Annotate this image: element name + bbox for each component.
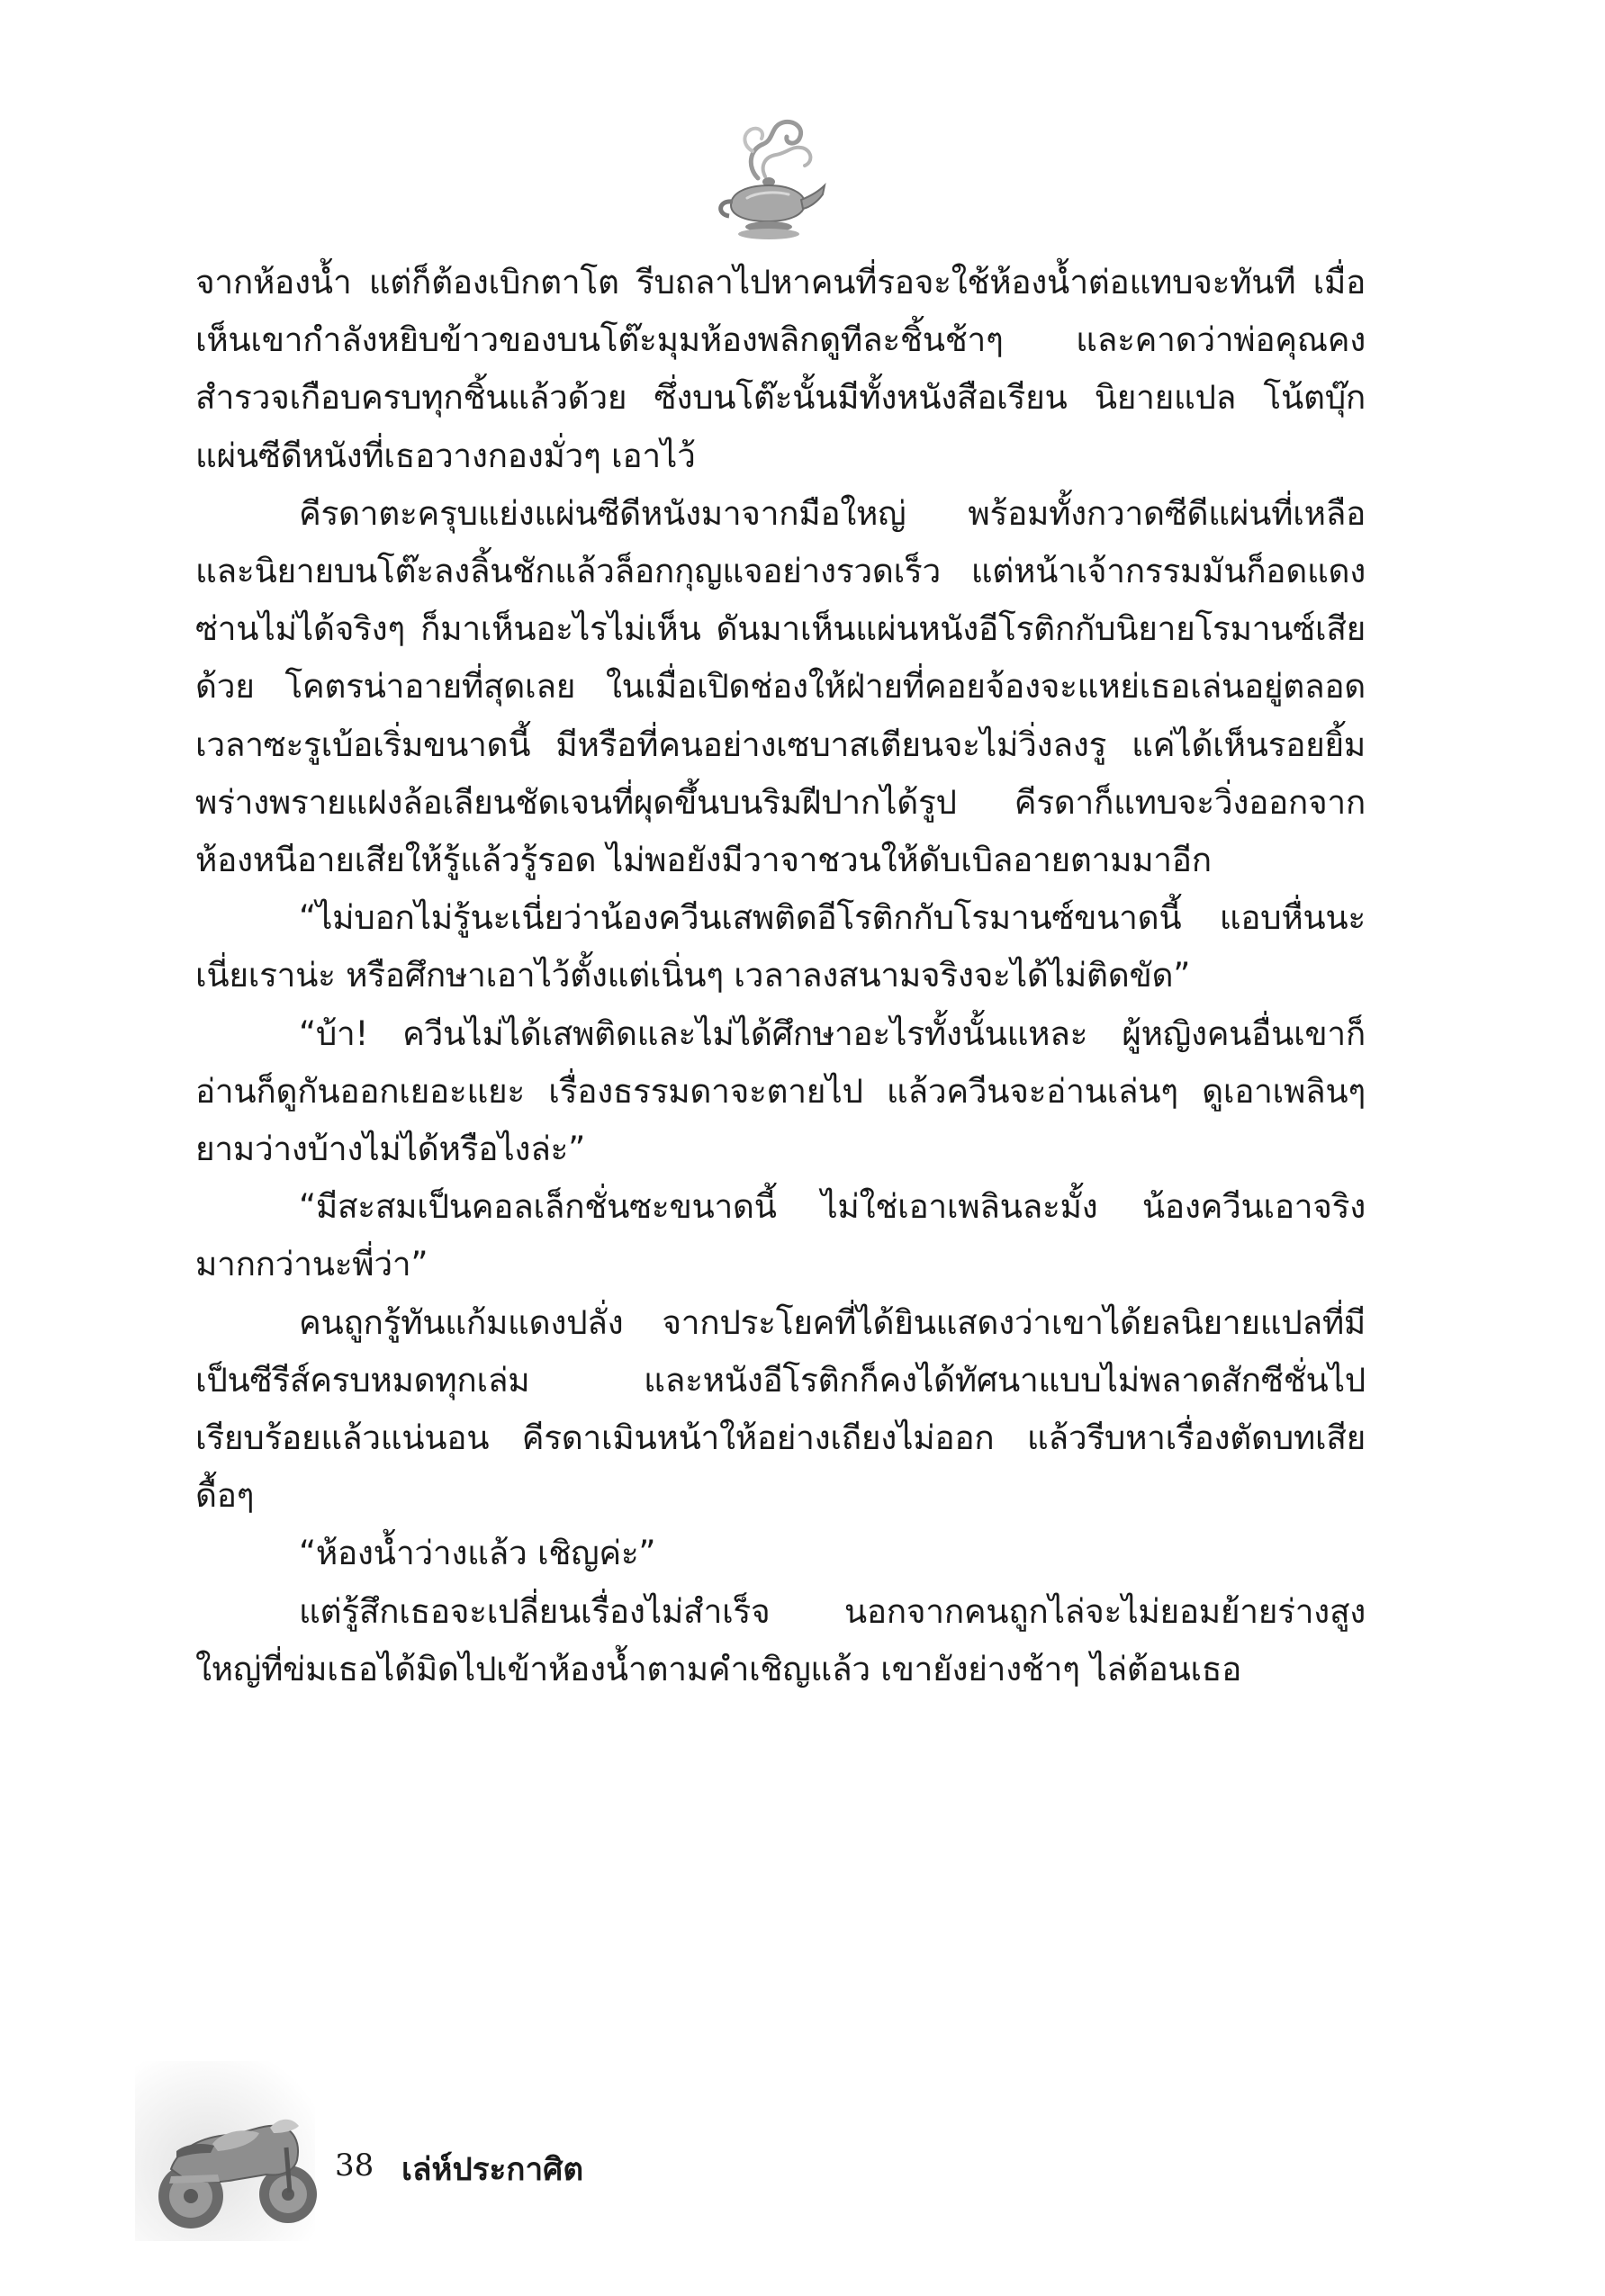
page-footer (135, 2061, 675, 2250)
paragraph: “บ้า! ควีนไม่ได้เสพติดและไม่ได้ศึกษาอะไรทั้งนั้นแหละ ผู้หญิงคนอื่นเขาก็อ่านก็ดูกันออกเยอะแยะ เรื่องธรรมดาจะตายไป แล้วควีนจะอ่านเล่นๆ ดูเอาเพลินๆ ยามว่างบ้างไม่ได้หรือไงล่ะ” (195, 1013, 1366, 1169)
paragraph: “ห้องน้ำว่างแล้ว เชิญค่ะ” (299, 1534, 656, 1573)
paragraph: คีรดาตะครุบแย่งแผ่นซีดีหนังมาจากมือใหญ่ พร้อมทั้งกวาดซีดีแผ่นที่เหลือและนิยายบนโต๊ะลงลิ้นชักแล้วล็อกกุญแจอย่างรวดเร็ว แต่หน้าเจ้ากรรมมันก็อดแดงซ่านไม่ได้จริงๆ ก็มาเห็นอะไรไม่เห็น ดันมาเห็นแผ่นหนังอีโรติกกับนิยายโรมานซ์เสียด้วย โคตรน่าอายที่สุดเลย ในเมื่อเปิดช่องให้ฝ่ายที่คอยจ้องจะแหย่เธอเล่นอยู่ตลอดเวลาซะรูเบ้อเริ่มขนาดนี้ มีหรือที่คนอย่างเซบาสเตียนจะไม่วิ่งลงรู แค่ได้เห็นรอยยิ้มพร่างพรายแฝงล้อเลียนชัดเจนที่ผุดขึ้นบนริมฝีปากได้รูป คีรดาก็แทบจะวิ่งออกจากห้องหนีอายเสียให้รู้แล้วรู้รอด ไม่พอยังมีวาจาชวนให้ดับเบิลอายตามมาอีก (195, 493, 1366, 880)
paragraph: จากห้องน้ำ แต่ก็ต้องเบิกตาโต รีบถลาไปหาคนที่รอจะใช้ห้องน้ำต่อแทบจะทันที เมื่อเห็นเขากำลังหยิบข้าวของบนโต๊ะมุมห้องพลิกดูทีละชิ้นช้าๆ และคาดว่าพ่อคุณคงสำรวจเกือบครบทุกชิ้นแล้วด้วย ซึ่งบนโต๊ะนั้นมีทั้งหนังสือเรียน นิยายแปล โน้ตบุ๊ก แผ่นซีดีหนังที่เธอวางกองมั่วๆ เอาไว้ (195, 263, 1366, 475)
paragraph: แต่รู้สึกเธอจะเปลี่ยนเรื่องไม่สำเร็จ นอกจากคนถูกไล่จะไม่ยอมย้ายร่างสูงใหญ่ที่ข่มเธอได้มิดไปเข้าห้องน้ำตามคำเชิญแล้ว เขายังย่างช้าๆ ไล่ต้อนเธอ (195, 1591, 1366, 1688)
motorcycle-icon (135, 2061, 369, 2241)
paragraph: “มีสะสมเป็นคอลเล็กชั่นซะขนาดนี้ ไม่ใช่เอาเพลินละมั้ง น้องควีนเอาจริงมากกว่านะพี่ว่า” (195, 1187, 1366, 1284)
page-number: 38 (335, 2147, 374, 2183)
body-text (195, 254, 1366, 1698)
book-title: เล่ห์ประกาศิต (401, 2152, 584, 2188)
paragraph: คนถูกรู้ทันแก้มแดงปลั่ง จากประโยคที่ได้ยินแสดงว่าเขาได้ยลนิยายแปลที่มีเป็นซีรีส์ครบหมดทุกเล่ม และหนังอีโรติกก็คงได้ทัศนาแบบไม่พลาดสักซีชั่นไปเรียบร้อยแล้วแน่นอน คีรดาเมินหน้าให้อย่างเถียงไม่ออก แล้วรีบหาเรื่องตัดบทเสียดื้อๆ (195, 1302, 1366, 1516)
paragraph: “ไม่บอกไม่รู้นะเนี่ยว่าน้องควีนเสพติดอีโรติกกับโรมานซ์ขนาดนี้ แอบหื่นนะเนี่ยเราน่ะ หรือศึกษาเอาไว้ตั้งแต่เนิ่นๆ เวลาลงสนามจริงจะได้ไม่ติดขัด” (195, 898, 1366, 995)
magic-lamp-icon (711, 115, 828, 241)
